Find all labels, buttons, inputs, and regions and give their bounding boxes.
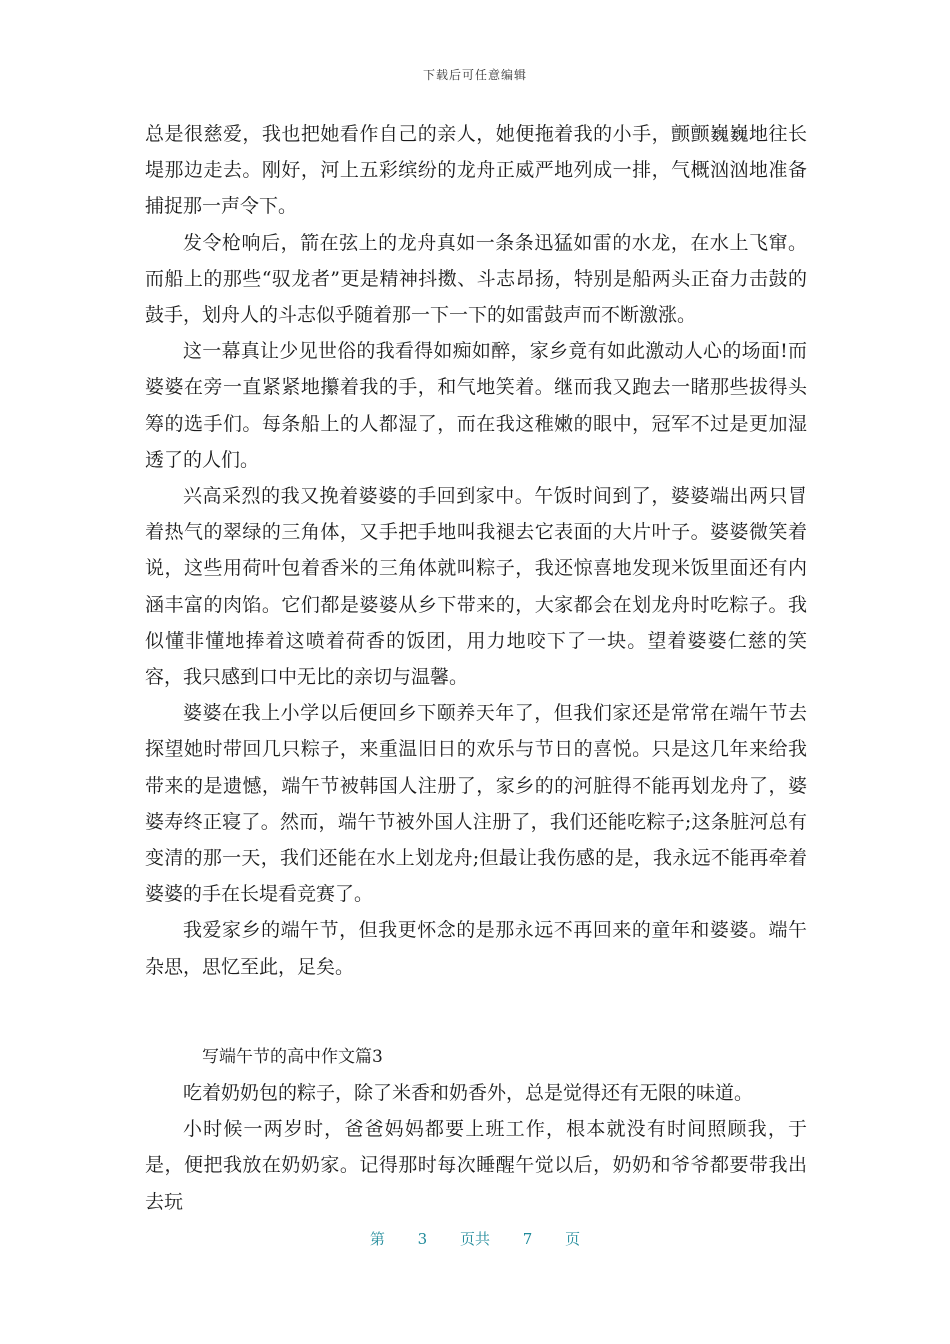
- section-gap: [145, 985, 807, 1039]
- page-label-mid: 页共: [459, 1230, 490, 1248]
- paragraph: 婆婆在我上小学以后便回乡下颐养天年了，但我们家还是常常在端午节去探望她时带回几只粽子，来重温旧日的欢乐与节日的喜悦。只是这几年来给我带来的是遗憾，端午节被韩国人注册了，家乡的的河脏得不能再划龙舟了，婆婆寿终正寝了。然而，端午节被外国人注册了，我们还能吃粽子;这条脏河总有变清的那一天，我们还能在水上划龙舟;但最让我伤感的是，我永远不能再牵着婆婆的手在长堤看竞赛了。: [145, 702, 807, 906]
- section-title: 写端午节的高中作文篇3: [202, 1046, 383, 1067]
- paragraph: 小时候一两岁时，爸爸妈妈都要上班工作，根本就没有时间照顾我，于是，便把我放在奶奶家。记得那时每次睡醒午觉以后，奶奶和爷爷都要带我出去玩: [145, 1118, 807, 1213]
- page-label-suffix: 页: [565, 1230, 581, 1248]
- paragraph: 总是很慈爱，我也把她看作自己的亲人，她便拖着我的小手，颤颤巍巍地往长堤那边走去。刚好，河上五彩缤纷的龙舟正威严地列成一排，气概汹汹地准备捕捉那一声令下。: [145, 123, 807, 218]
- paragraph: 吃着奶奶包的粽子，除了米香和奶香外，总是觉得还有无限的味道。: [183, 1082, 754, 1105]
- header-note: 下载后可任意编辑: [422, 68, 527, 82]
- page-footer: [0, 1228, 950, 1249]
- current-page-number: 3: [417, 1230, 428, 1248]
- paragraph: 我爱家乡的端午节，但我更怀念的是那永远不再回来的童年和婆婆。端午杂思，思忆至此，足矣。: [145, 919, 807, 978]
- total-pages-number: 7: [522, 1230, 533, 1248]
- paragraph: 兴高采烈的我又挽着婆婆的手回到家中。午饭时间到了，婆婆端出两只冒着热气的翠绿的三角体，又手把手地叫我褪去它表面的大片叶子。婆婆微笑着说，这些用荷叶包着香米的三角体就叫粽子，我还惊喜地发现米饭里面还有内涵丰富的肉馅。它们都是婆婆从乡下带来的，大家都会在划龙舟时吃粽子。我似懂非懂地捧着这喷着荷香的饭团，用力地咬下了一块。望着婆婆仁慈的笑容，我只感到口中无比的亲切与温馨。: [145, 485, 807, 689]
- paragraph: 这一幕真让少见世俗的我看得如痴如醉，家乡竟有如此激动人心的场面!而婆婆在旁一直紧紧地攥着我的手，和气地笑着。继而我又跑去一睹那些拔得头筹的选手们。每条船上的人都湿了，而在我这稚嫩的眼中，冠军不过是更加湿透了的人们。: [145, 340, 807, 471]
- paragraph: 发令枪响后，箭在弦上的龙舟真如一条条迅猛如雷的水龙，在水上飞窜。而船上的那些“驭龙者”更是精神抖擞、斗志昂扬，特别是船两头正奋力击鼓的鼓手，划舟人的斗志似乎随着那一下一下的如雷鼓声而不断激涨。: [145, 231, 807, 327]
- page-label-prefix: 第: [369, 1230, 385, 1248]
- document-body: [145, 116, 807, 1220]
